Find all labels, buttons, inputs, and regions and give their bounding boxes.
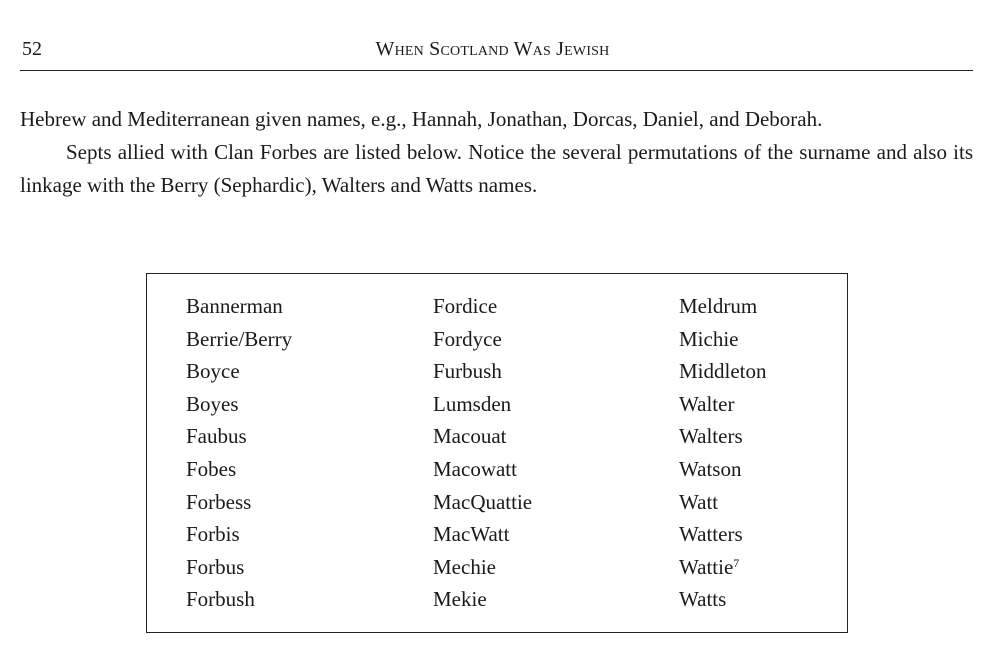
paragraph-septs-intro: Septs allied with Clan Forbes are listed below. Notice the several permutations of the surname and also its linkage with the Berry (Sephardic), Walters and Watts names. [20, 140, 973, 197]
sept-name: Macowatt [433, 456, 517, 481]
sept-name: Lumsden [433, 391, 512, 416]
sept-name: Middleton [679, 359, 767, 384]
sept-name: Meldrum [679, 294, 758, 318]
header-rule [20, 70, 973, 71]
septs-table [146, 273, 848, 633]
sept-name: Boyce [186, 359, 240, 384]
sept-name: Bannerman [186, 294, 283, 318]
sept-name: MacWatt [433, 522, 510, 547]
sept-name: Fobes [186, 456, 237, 481]
running-head-title: When Scotland Was Jewish [375, 38, 610, 60]
body-text [20, 103, 973, 202]
sept-name: Mechie [433, 554, 496, 579]
sept-name: Macouat [433, 424, 507, 449]
sept-name: MacQuattie [433, 489, 533, 514]
sept-name: Furbush [433, 359, 502, 384]
paragraph-given-names: Hebrew and Mediterranean given names, e.g., Hannah, Jonathan, Dorcas, Daniel, and Deborah. [20, 107, 823, 131]
sept-name: Berrie/Berry [186, 326, 293, 351]
sept-name: Watson [679, 456, 742, 481]
sept-name: Watt [679, 489, 719, 514]
septs-column-1 [186, 290, 292, 616]
sept-name-with-footnote [679, 551, 767, 584]
sept-name: Wattie [679, 554, 734, 579]
sept-name: Watters [679, 522, 743, 547]
septs-column-3 [679, 290, 767, 616]
sept-name: Forbush [186, 587, 255, 612]
sept-name: Forbis [186, 522, 240, 547]
sept-name: Watts [679, 587, 727, 612]
sept-name: Fordice [433, 294, 498, 318]
sept-name: Boyes [186, 391, 239, 416]
septs-column-2 [433, 290, 532, 616]
page-number: 52 [22, 38, 42, 60]
sept-name: Faubus [186, 424, 247, 449]
sept-name: Forbess [186, 489, 252, 514]
sept-name: Mekie [433, 587, 487, 612]
sept-name: Fordyce [433, 326, 502, 351]
sept-name: Walters [679, 424, 743, 449]
footnote-marker[interactable]: 7 [733, 555, 740, 570]
sept-name: Forbus [186, 554, 245, 579]
sept-name: Michie [679, 326, 739, 351]
sept-name: Walter [679, 391, 735, 416]
